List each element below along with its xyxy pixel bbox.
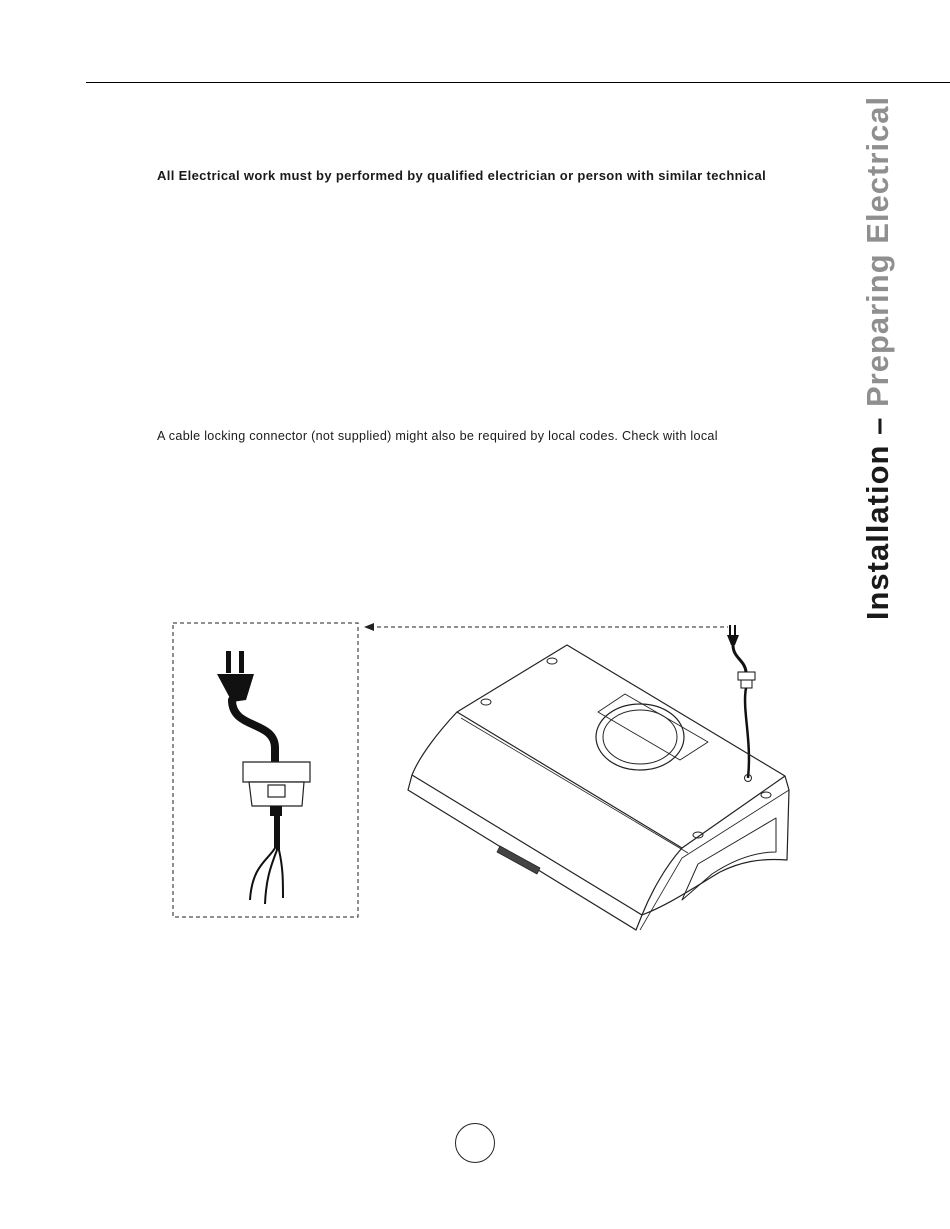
leader-arrow-head [364, 623, 374, 631]
cable-connector-text: A cable locking connector (not supplied) might also be required by local codes. Check with local [157, 429, 718, 443]
section-title-sub: Preparing Electrical [860, 95, 895, 408]
plug-icon [217, 651, 275, 765]
cable-connector-icon [243, 762, 310, 904]
page-number-circle [455, 1123, 495, 1163]
section-title-main: Installation – [860, 407, 895, 621]
range-hood [408, 645, 789, 930]
electrical-warning-text: All Electrical work must by performed by qualified electrician or person with similar technical [157, 168, 767, 183]
